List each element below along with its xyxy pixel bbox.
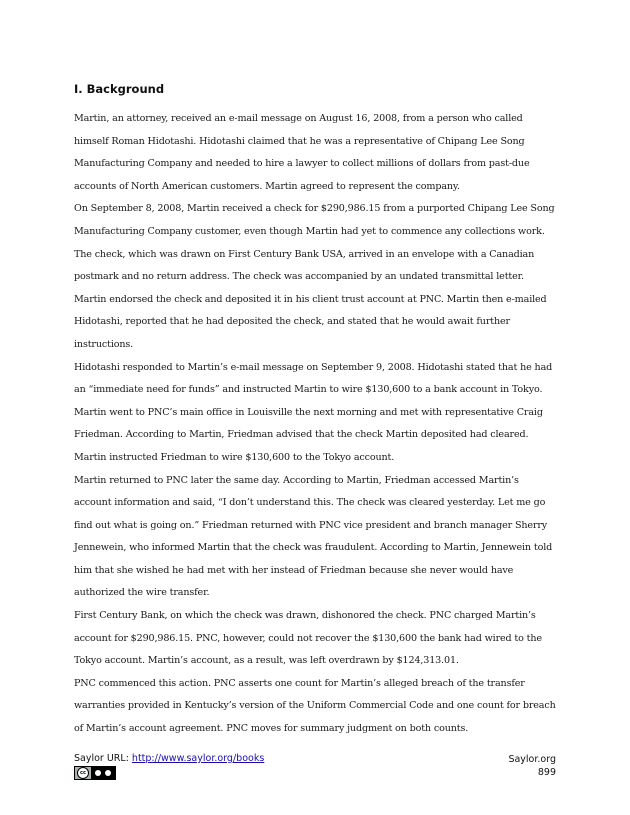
paragraph: Martin, an attorney, received an e-mail message on August 16, 2008, from a person who called himself Roman Hidotashi. Hidotashi claimed that he was a representative of Chipang Lee Song Manufacturing Company and needed to hire a lawyer to collect millions of dollars from past-due accounts of North American customers. Martin agreed to represent the company.	[74, 113, 530, 192]
paragraph: On September 8, 2008, Martin received a check for $290,986.15 from a purported Chipang Lee Song Manufacturing Company customer, even though Martin had yet to commence any collections work. The check, which was drawn on First Century Bank USA, arrived in an envelope with a Canadian postmark and no return address. The check was accompanied by an undated transmittal letter. Martin endorsed the check and deposited it in his client trust account at PNC. Martin then e-mailed Hidotashi, reported that he had deposited the check, and stated that he would await further instructions.	[74, 203, 555, 350]
attribution-icon	[95, 770, 101, 776]
page-number: 899	[537, 767, 556, 778]
footer-url	[74, 753, 264, 764]
creative-commons-icon	[74, 766, 116, 780]
paragraph: PNC commenced this action. PNC asserts one count for Martin’s alleged breach of the transfer warranties provided in Kentucky’s version of the Uniform Commercial Code and one count for breach of Martin’s account agreement. PNC moves for summary judgment on both counts.	[74, 677, 556, 735]
saylor-books-link[interactable]: http://www.saylor.org/books	[131, 753, 265, 764]
footer-url-label: Saylor URL:	[74, 753, 132, 764]
paragraph: First Century Bank, on which the check was drawn, dishonored the check. PNC charged Martin’s account for $290,986.15. PNC, however, could not recover the $130,600 the bank had wired to the Tokyo account. Martin’s account, as a result, was left overdrawn by $124,313.01.	[74, 610, 542, 667]
paragraph: Martin returned to PNC later the same day. According to Martin, Friedman accessed Martin’s account information and said, “I don’t understand this. The check was cleared yesterday. Let me go find out what is going on.” Friedman returned with PNC vice president and branch manager Sherry Jennewein, who informed Martin that the check was fraudulent. According to Martin, Jennewein told him that she wished he had met with her instead of Friedman because she never would have authorized the wire transfer.	[74, 474, 553, 599]
cc-logo: cc	[77, 767, 89, 779]
body-text	[74, 108, 556, 741]
footer-site-name: Saylor.org	[508, 754, 556, 765]
license-strip	[91, 767, 115, 779]
paragraph: Hidotashi responded to Martin’s e-mail message on September 9, 2008. Hidotashi stated that he had an “immediate need for funds” and instructed Martin to wire $130,600 to a bank account in Tokyo. Martin went to PNC’s main office in Louisville the next morning and met with representative Craig Friedman. According to Martin, Friedman advised that the check Martin deposited had cleared. Martin instructed Friedman to wire $130,600 to the Tokyo account.	[74, 361, 553, 463]
share-alike-icon	[105, 770, 111, 776]
section-heading: I. Background	[74, 82, 165, 96]
footer-site	[508, 753, 556, 779]
